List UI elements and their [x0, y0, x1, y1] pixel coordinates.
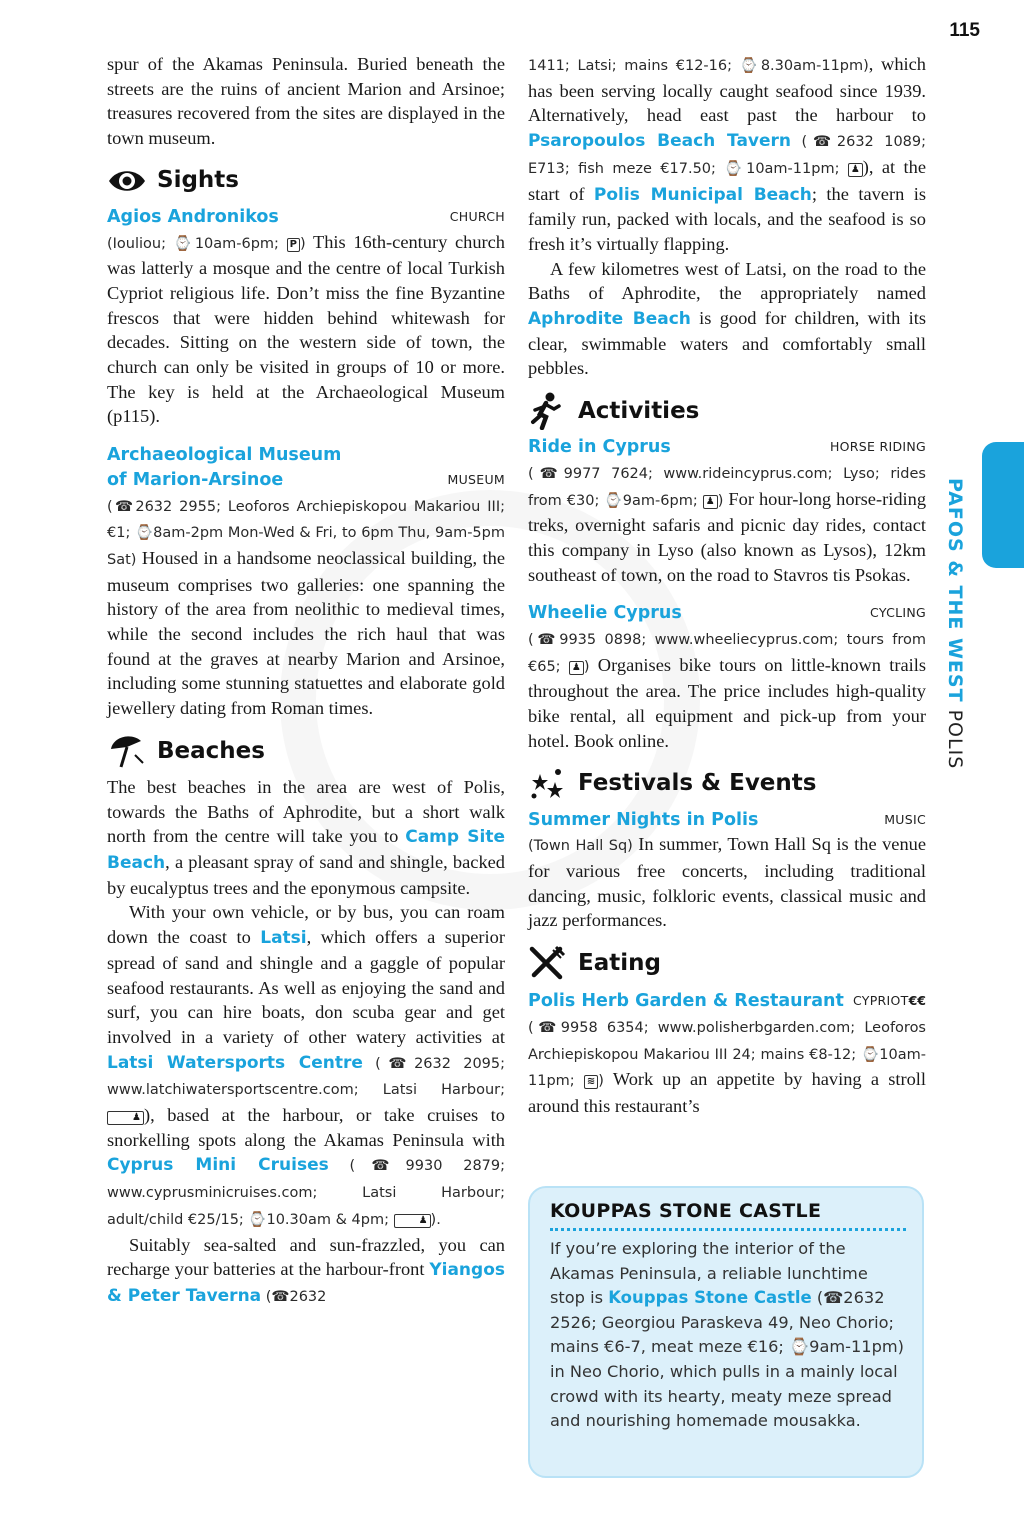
listing-name: Summer Nights in Polis — [528, 809, 759, 830]
chapter-tab — [982, 442, 1024, 568]
box-text: If you’re exploring the interior of the Akamas Peninsula, a reliable lunchtime stop is Kouppas Stone Castle (☎2632 2526; Georgiou Paraskeva 49, Neo Chorio; mains €6-7, meat meze €16; ⌚9am-11pm) in Neo Chorio, which pulls in a mainly local crowd with its hearty, meaty meze spread and nourishing homemade mousakka. — [550, 1239, 904, 1431]
link-aphrodite-beach[interactable]: Aphrodite Beach — [528, 309, 691, 330]
fireworks-icon — [528, 766, 572, 802]
listing-text: Organises bike tours on little-known trails throughout the area. The price includes high-quality bike rental, all equipment and pick-up from your hotel. Book online. — [528, 654, 926, 751]
latsi-paragraph: A few kilometres west of Latsi, on the road to the Baths of Aphrodite, the appropriately named Aphrodite Beach is good for children, with its clear, swimmable waters and comfortably small pebbles. — [528, 258, 926, 379]
parking-icon: P — [287, 238, 300, 252]
listing-type: CYCLING — [870, 605, 926, 621]
section-sights — [107, 163, 505, 199]
family-icon: ♟ — [394, 1214, 431, 1228]
family-icon: ♟ — [107, 1111, 144, 1125]
fork-knife-icon — [528, 945, 572, 981]
listing-text: In summer, Town Hall Sq is the venue for various free concerts, including traditional dancing, music, folkloric events, classical music and jazz performances. — [528, 834, 926, 931]
dotted-divider — [550, 1228, 906, 1231]
listing-text: Housed in a handsome neoclassical building, the museum comprises two galleries: one spanning the history of the area from neolithic to medieval times, while the second includes the rich haul that was found at the graves at nearby Marion and Arsinoe, including some stunning statuettes and elaborate gold jewellery dating from Roman times. — [107, 547, 505, 719]
listing-info: (☎9958 6354; www.polisherbgarden.com; Leoforos Archiepiskopou Makariou III 24; mains €8-12; ⌚10am-11pm; — [528, 1019, 926, 1090]
beaches-paragraph-3: Suitably sea-salted and sun-frazzled, you can recharge your batteries at the harbour-front Yiangos & Peter Taverna (☎2632 — [107, 1234, 505, 1306]
listing-text: For hour-long horse-riding treks, overnight safaris and picnic day rides, contact this company in Lyso (also known as Lysos), 12km southeast of town, on the road to Stavros tis Psokas. — [528, 488, 927, 585]
listing-agios-andronikos — [107, 205, 505, 429]
page-number: 115 — [949, 20, 980, 41]
listing-info-end: ) — [299, 235, 306, 252]
region-name: PAFOS & THE WEST — [944, 478, 966, 703]
link-psaropoulos[interactable]: Psaropoulos Beach Tavern — [528, 131, 792, 152]
link-camp-site-beach[interactable]: Camp Site Beach — [107, 827, 505, 873]
side-running-head — [928, 478, 968, 768]
left-column — [107, 52, 505, 1310]
sidebar-box-kouppas — [528, 1186, 924, 1478]
listing-name-line1: Archaeological Museum — [107, 445, 342, 466]
place-name: POLIS — [944, 709, 966, 770]
listing-info: (Iouliou; — [107, 235, 174, 252]
link-polis-municipal-beach[interactable]: Polis Municipal Beach — [593, 184, 812, 205]
activities-heading: Activities — [578, 397, 700, 424]
listing-type: CHURCH — [449, 208, 505, 224]
listing-type: MUSEUM — [447, 471, 505, 487]
festivals-heading: Festivals & Events — [578, 770, 817, 797]
listing-wheelie-cyprus: Wheelie Cyprus CYCLING (☎9935 0898; www.wheeliecyprus.com; tours from €65; ♟ ) Organises bike tours on little-known trails throughout the area. The price includes high-quality bike rental, all equipment and pick-up from your hotel. Book online. — [528, 603, 926, 751]
listing-summer-nights — [528, 808, 926, 934]
beaches-paragraph-1: The best beaches in the area are west of Polis, towards the Baths of Aphrodite, but a short walk north from the centre will take you to Camp Site Beach, a pleasant spray of sand and shingle, backed by eucalyptus trees and the eponymous campsite. — [107, 776, 505, 898]
right-column — [528, 52, 926, 1119]
listing-text: This 16th-century church was latterly a mosque and the centre of local Turkish Cypriot religious life. Don’t miss the fine Byzantine frescos that were hidden behind whitewash for decades. Sitting on the western side of town, the church can only be visited in groups of 10 or more. The key is held at the Archaeological Museum (p115). — [107, 231, 505, 427]
listing-ride-in-cyprus: Ride in Cyprus HORSE RIDING (☎9977 7624; www.rideincyprus.com; Lyso; rides from €30; ⌚9am-6pm; ♟ ) For hour-long horse-riding treks, overnight safaris and picnic day rides, contact this company in Lyso (also known as Lysos), 12km southeast of town, on the road to Stavros tis Psokas. — [528, 437, 927, 585]
listing-info: (☎9977 7624; www.rideincyprus.com; Lyso; rides from €30; ⌚9am-6pm; — [528, 465, 926, 509]
link-cyprus-mini-cruises[interactable]: Cyprus Mini Cruises — [107, 1155, 329, 1176]
listing-name: Ride in Cyprus — [528, 437, 671, 458]
listing-info: (☎2632 2955; Leoforos Archiepiskopou Makariou III; €1; ⌚8am-2pm Mon-Wed & Fri, to 6pm Thu, 9am-5pm Sat) — [107, 498, 505, 568]
price-level: €€ — [908, 993, 926, 1009]
eye-icon — [107, 163, 151, 199]
clock-icon: ⌚ — [173, 235, 195, 252]
link-latsi-watersports[interactable]: Latsi Watersports Centre — [107, 1052, 363, 1073]
box-title: KOUPPAS STONE CASTLE — [550, 1200, 822, 1222]
running-person-icon — [528, 393, 572, 429]
eating-heading: Eating — [578, 949, 661, 976]
listing-type: MUSIC — [884, 811, 926, 827]
link-latsi[interactable]: Latsi — [260, 928, 307, 949]
listing-info: (☎9935 0898; www.wheeliecyprus.com; tours from €65; — [528, 632, 926, 675]
beaches-paragraph-2: With your own vehicle, or by bus, you can roam down the coast to Latsi, which offers a superior spread of sand and shingle and a gaggle of popular seafood restaurants. As well as enjoying the sand and surf, you can hire boats, don scuba gear and get involved in a variety of other watery activities at Latsi Watersports Centre (☎2632 2095; www.latchiwatersportscentre.com; Latsi Harbour; ♟ ), based at the harbour, or take cruises to snorkelling spots along the Akamas Peninsula with Cyprus Mini Cruises (☎9930 2879; www.cyprusminicruises.com; Latsi Harbour; adult/child €25/15; ⌚10.30am & 4pm; ♟ ). — [107, 902, 506, 1228]
link-kouppas-stone-castle[interactable]: Kouppas Stone Castle — [608, 1288, 812, 1308]
section-beaches — [107, 733, 505, 769]
continued-paragraph: 1411; Latsi; mains €12-16; ⌚8.30am-11pm), which has been serving locally caught seafood since 1939. Alternatively, head east past the harbour to Psaropoulos Beach Tavern (☎2632 1089; E713; fish meze €17.50; ⌚10am-11pm; ♟ ), at the start of Polis Municipal Beach; the tavern is family run, packed with locals, and the seafood is so fresh it’s virtually flapping. — [528, 54, 927, 254]
listing-text: Work up an appetite by having a stroll around this restaurant’s — [528, 1069, 927, 1116]
listing-name: Polis Herb Garden & Restaurant — [528, 991, 844, 1012]
listing-type: HORSE RIDING — [829, 439, 926, 455]
family-icon: ♟ — [848, 163, 863, 177]
wifi-icon: ≋ — [584, 1075, 598, 1089]
listing-name-line2: of Marion-Arsinoe — [107, 469, 284, 490]
family-icon: ♟ — [569, 661, 584, 675]
sights-heading: Sights — [157, 167, 239, 194]
link-yiangos-peter-taverna[interactable]: Yiangos & Peter Taverna — [107, 1260, 505, 1306]
listing-type: CYPRIOT — [852, 993, 909, 1009]
intro-paragraph: spur of the Akamas Peninsula. Buried beneath the streets are the ruins of ancient Marion and Arsinoe; treasures recovered from the sites are displayed in the town museum. — [107, 54, 505, 149]
listing-info: (Town Hall Sq) — [528, 838, 633, 855]
listing-archaeological-museum — [107, 443, 505, 721]
family-icon: ♟ — [703, 495, 718, 509]
umbrella-icon — [107, 733, 151, 769]
listing-name: Wheelie Cyprus — [528, 603, 682, 624]
section-eating — [528, 945, 926, 981]
section-festivals — [528, 766, 926, 802]
listing-polis-herb-garden: Polis Herb Garden & Restaurant CYPRIOT€€ (☎9958 6354; www.polisherbgarden.com; Leoforos Archiepiskopou Makariou III 24; mains €8-12; ⌚10am-11pm; ≋ ) Work up an appetite by having a stroll around this restaurant’s — [528, 991, 927, 1116]
beaches-heading: Beaches — [157, 737, 265, 764]
listing-hours: 10am-6pm; — [194, 235, 287, 252]
listing-name: Agios Andronikos — [107, 206, 279, 227]
section-activities — [528, 393, 926, 429]
